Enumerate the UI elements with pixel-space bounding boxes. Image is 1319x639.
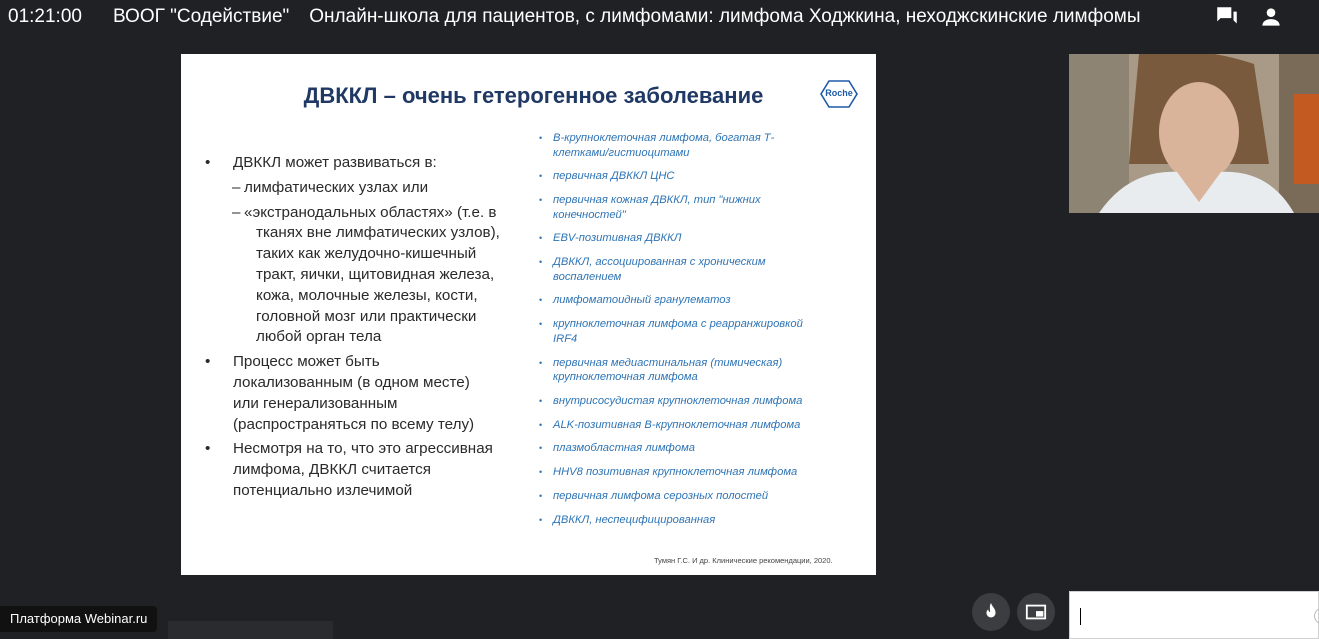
event-name: Онлайн-школа для пациентов, с лимфомами: лимфома Ходжкина, неходжскинские лимфомы [309,6,1141,27]
list-item: • внутрисосудистая крупноклеточная лимфома [539,394,803,407]
background-strip [168,621,333,639]
list-item: • первичная лимфома серозных полостей [539,490,769,503]
list-item: • ДВККЛ, ассоциированная с хроническим воспалением [539,256,766,283]
fire-icon [980,601,1002,623]
list-item: • крупноклеточная лимфома с реарранжировкой IRF4 [539,318,803,345]
roche-logo: Roche [820,80,858,108]
top-bar [0,0,1319,34]
slide-footnote: Тумян Г.С. И др. Клинические рекомендации, 2020. [654,556,833,565]
sub-bullet-2: – «экстранодальных областях» (т.е. в тканях вне лимфатических узлов), таких как желудочно-кишечный тракт, яички, щитовидная железа, кожа, молочные железы, кости, головной мозг или практически любой орган тела [232,203,500,346]
list-item: • первичная ДВККЛ ЦНС [539,170,675,183]
text-caret [1080,608,1081,625]
list-item: • ДВККЛ, неспецифицированная [539,513,716,526]
sub-bullet-1: – лимфатических узлах или [232,178,429,196]
list-item: • HHV8 позитивная крупноклеточная лимфома [539,466,798,479]
list-item: • лимфоматоидный гранулематоз [539,294,731,307]
list-item: • первичная кожная ДВККЛ, тип "нижних конечностей" [539,194,761,221]
list-item: • В-крупноклеточная лимфома, богатая Т- клетками/гистиоцитами [539,132,775,159]
presentation-slide [181,54,876,575]
event-title [113,6,1183,28]
fire-button[interactable] [972,593,1010,631]
slide-right-column [539,131,853,537]
bullet-3: • Несмотря на то, что это агрессивная лимфома, ДВККЛ считается потенциально излечимой [205,440,493,499]
list-item: • EBV-позитивная ДВККЛ [539,232,682,245]
chat-icon[interactable] [1213,4,1241,30]
bullet-1: • ДВККЛ может развиваться в: [205,154,437,171]
picture-in-picture-icon [1025,601,1047,623]
platform-label[interactable]: Платформа Webinar.ru [0,606,157,632]
list-item: • ALK-позитивная В-крупноклеточная лимфома [539,418,801,431]
organizer-name: ВООГ "Содействие" [113,6,290,27]
stream-time: 01:21:00 [8,6,82,27]
emoji-icon[interactable] [1314,608,1319,624]
slide-title: ДВККЛ – очень гетерогенное заболевание [303,83,764,108]
list-item: • плазмобластная лимфома [539,442,696,455]
list-item: • первичная медиастинальная (тимическая) крупноклеточная лимфома [539,356,783,384]
person-icon[interactable] [1257,4,1285,30]
chat-input[interactable] [1069,591,1319,639]
picture-in-picture-button[interactable] [1017,593,1055,631]
speaker-webcam[interactable] [1069,54,1319,213]
slide-left-column [203,153,533,502]
bullet-2: • Процесс может быть локализованным (в одном месте) или генерализованным (распространяться по всему телу) [205,353,475,433]
